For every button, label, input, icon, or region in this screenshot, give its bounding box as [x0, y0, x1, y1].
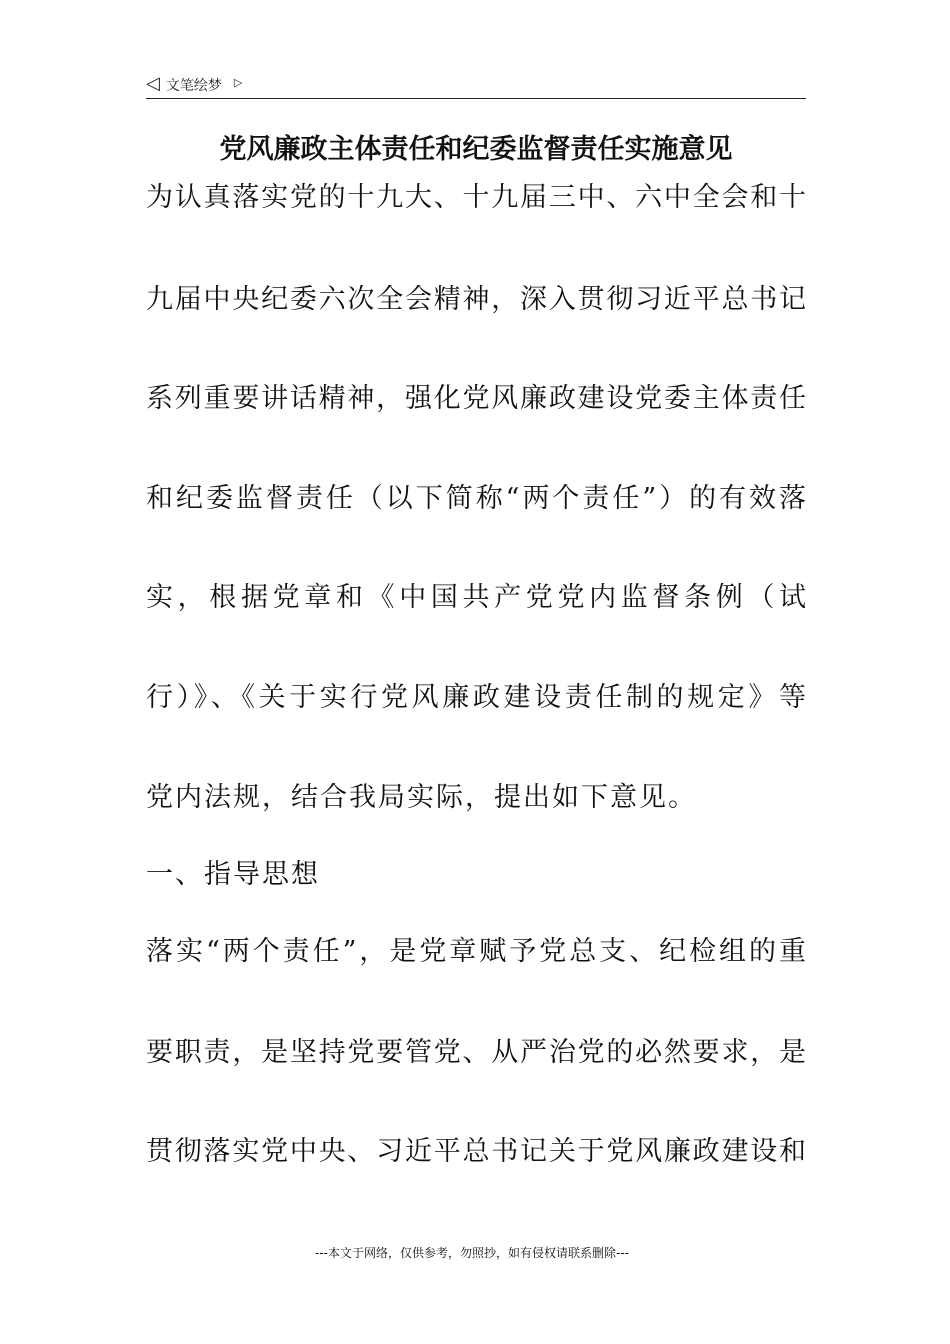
body-line: 九届中央纪委六次全会精神，深入贯彻习近平总书记: [146, 284, 806, 315]
body-line: 行）》、《关于实行党风廉政建设责任制的规定》等: [146, 682, 806, 713]
page-header: [146, 72, 806, 99]
body-line: 系列重要讲话精神，强化党风廉政建设党委主体责任: [146, 383, 806, 414]
footer-disclaimer: ---本文于网络，仅供参考，勿照抄，如有侵权请联系删除---: [315, 1246, 629, 1260]
body-line: 党内法规，结合我局实际，提出如下意见。: [146, 782, 697, 813]
triangle-right-icon: ▷: [233, 75, 243, 89]
body-line: 和纪委监督责任（以下简称“两个责任”）的有效落: [146, 483, 806, 514]
body-line: 贯彻落实党中央、习近平总书记关于党风廉政建设和: [146, 1136, 806, 1167]
document-title: 党风廉政主体责任和纪委监督责任实施意见: [219, 134, 733, 165]
body-line: 落实“两个责任”，是党章赋予党总支、纪检组的重: [146, 936, 806, 967]
body-line: 要职责，是坚持党要管党、从严治党的必然要求，是: [146, 1037, 806, 1068]
header-brand: 文笔绘梦: [165, 78, 222, 94]
body-line: 实，根据党章和《中国共产党党内监督条例（试: [146, 582, 806, 613]
section-heading: 一、指导思想: [146, 859, 320, 890]
triangle-left-icon: ◁: [146, 73, 160, 94]
body-line: 为认真落实党的十九大、十九届三中、六中全会和十: [146, 182, 806, 213]
